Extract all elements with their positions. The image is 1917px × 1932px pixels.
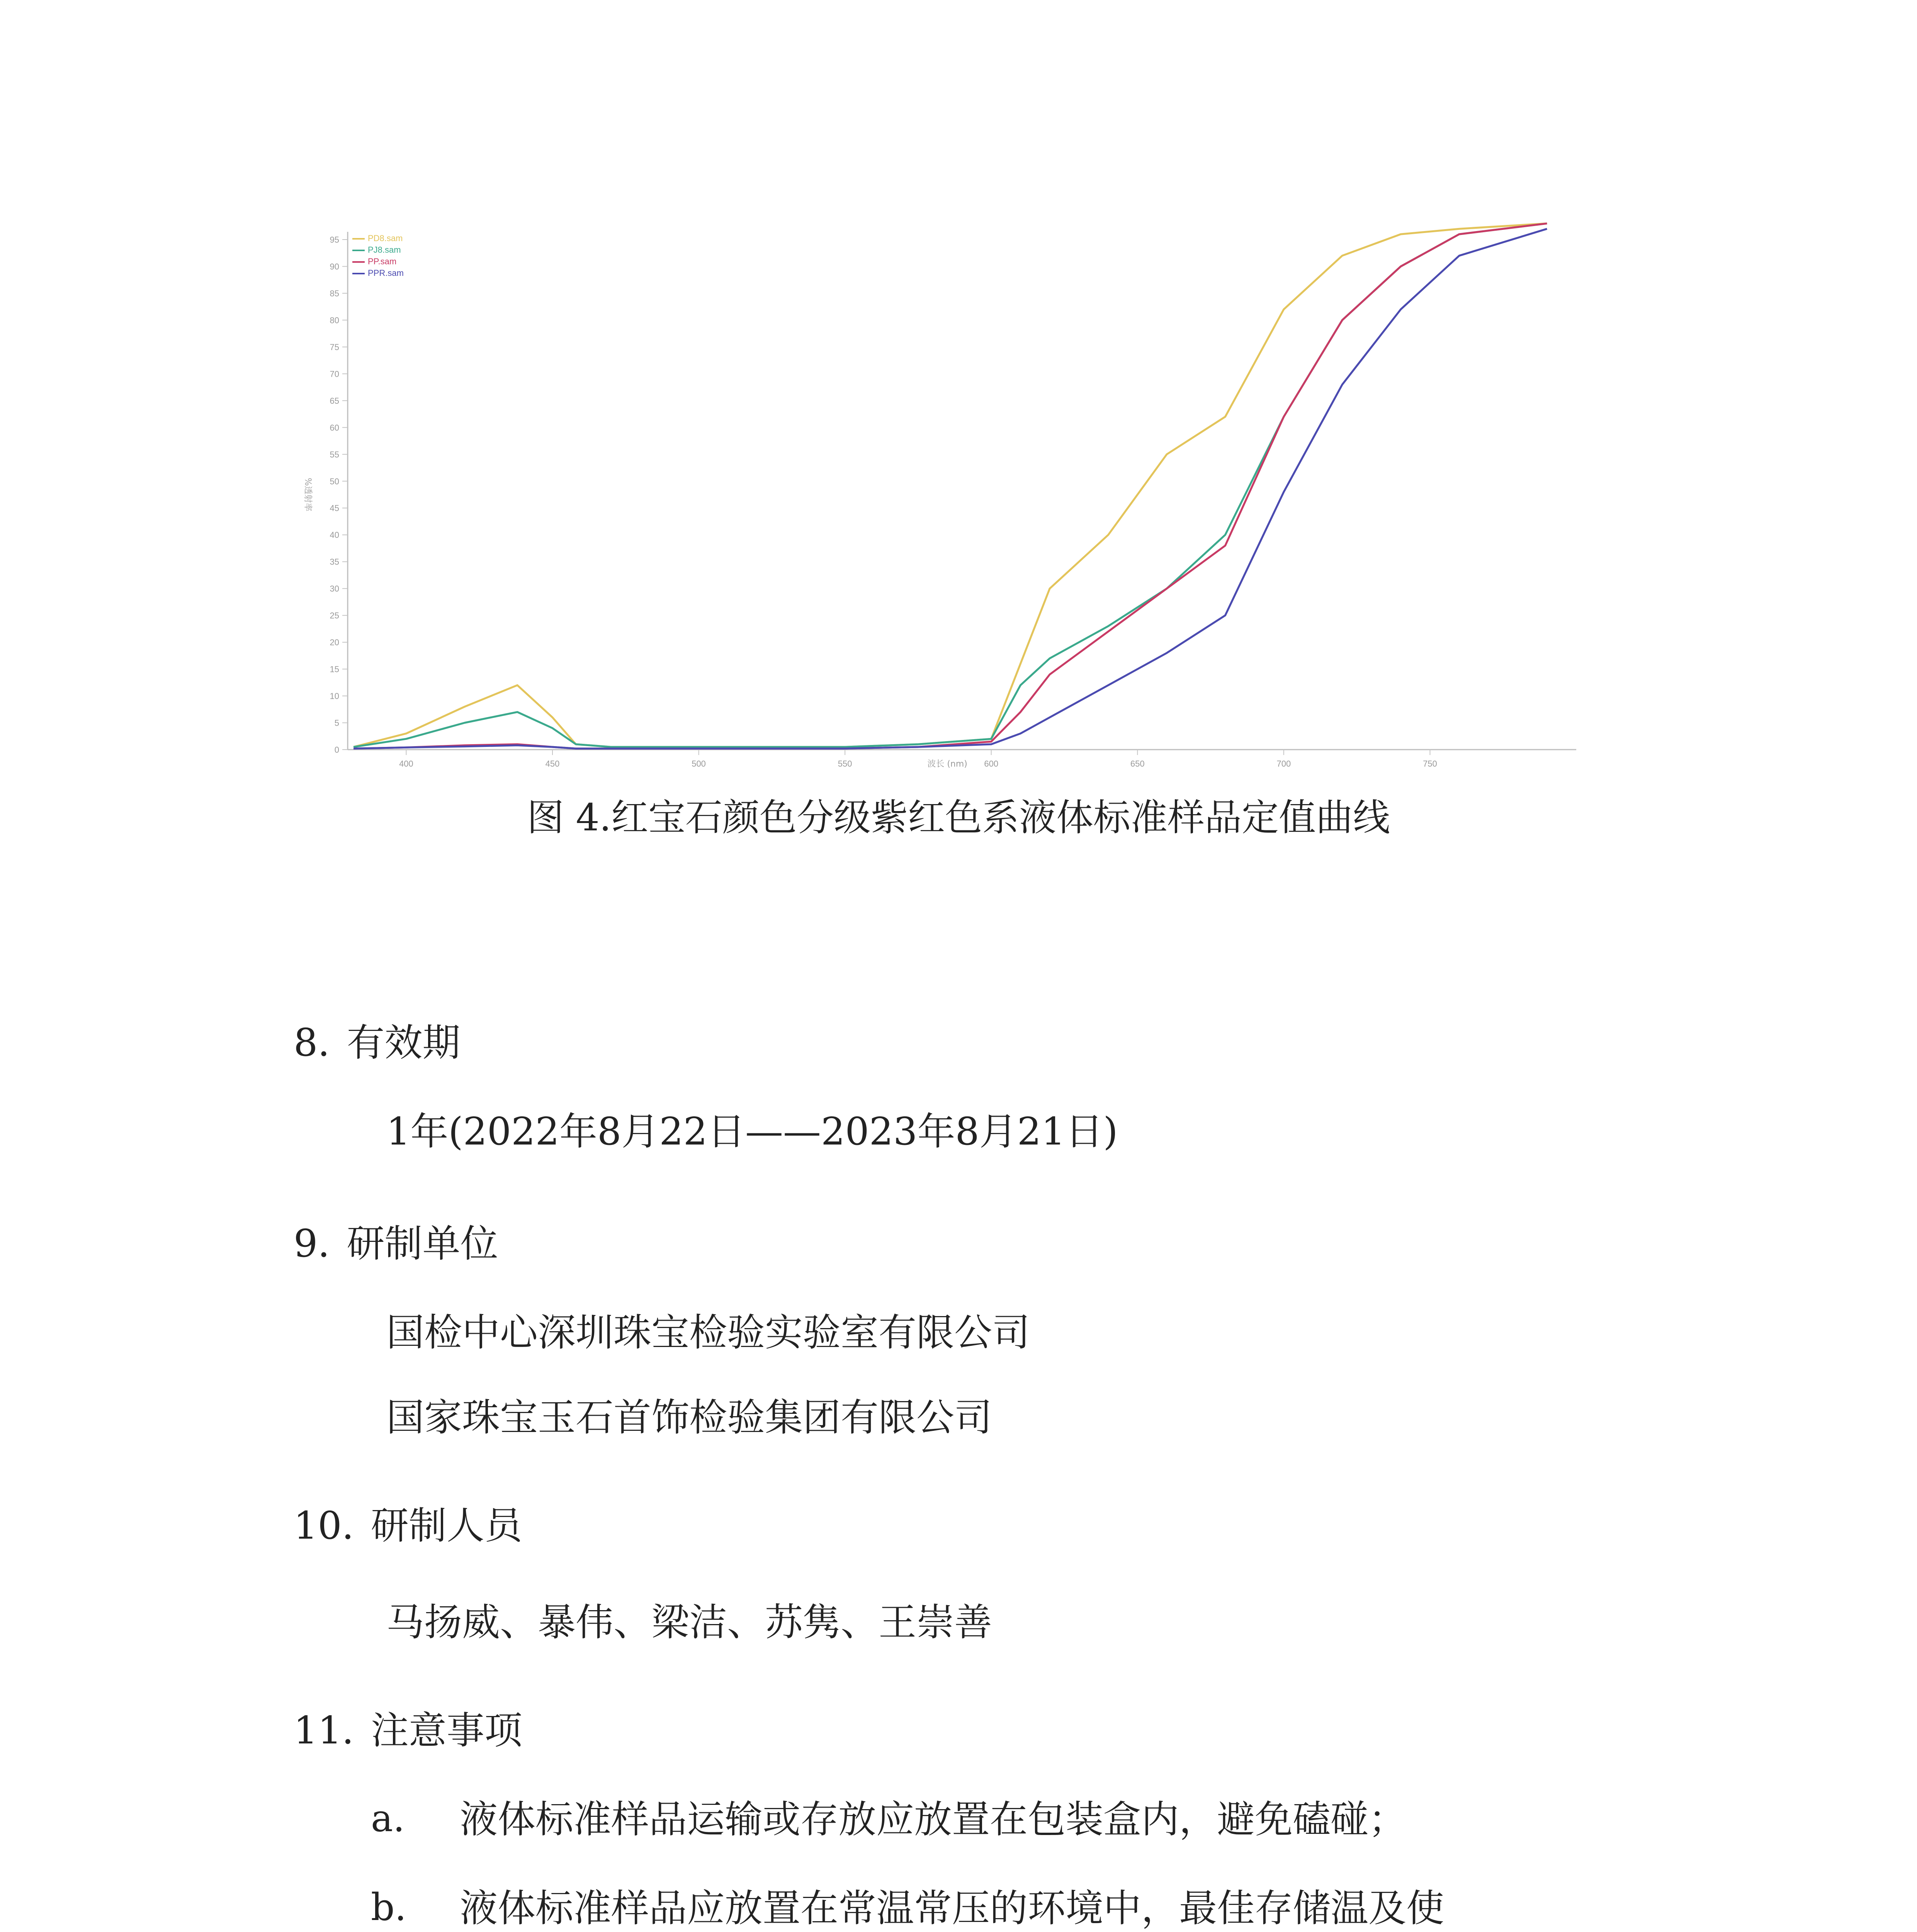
y-tick-label: 15 xyxy=(330,664,339,674)
series-line xyxy=(353,229,1547,748)
y-tick-label: 65 xyxy=(330,396,339,406)
x-tick-label: 600 xyxy=(984,759,999,769)
section-title: 注意事项 xyxy=(370,1709,522,1753)
section-number: 10. xyxy=(294,1504,354,1548)
section-number: 11. xyxy=(294,1709,354,1753)
x-tick-label: 750 xyxy=(1423,759,1437,769)
y-axis-label: %透射率 xyxy=(303,478,313,512)
y-tick-label: 60 xyxy=(330,423,339,433)
note-b-text-line1: 液体标准样品应放置在常温常压的环境中，最佳存储温及使 xyxy=(460,1886,1445,1930)
y-tick-label: 75 xyxy=(330,342,339,352)
x-tick-label: 450 xyxy=(545,759,560,769)
personnel-list: 马扬威、暴伟、梁洁、苏隽、王崇善 xyxy=(386,1600,992,1645)
y-tick-label: 50 xyxy=(330,476,339,486)
legend-entry: PPR.sam xyxy=(368,268,404,278)
transmittance-chart xyxy=(294,209,1592,804)
y-tick-label: 20 xyxy=(330,638,339,648)
section-title: 研制人员 xyxy=(370,1504,522,1548)
y-tick-label: 55 xyxy=(330,449,339,459)
x-tick-label: 700 xyxy=(1276,759,1291,769)
x-axis-label: 波长 (nm) xyxy=(927,759,967,769)
series-line xyxy=(353,223,1547,748)
organization-1: 国检中心深圳珠宝检验实验室有限公司 xyxy=(386,1311,1030,1355)
section-number: 9. xyxy=(294,1222,330,1266)
x-tick-label: 550 xyxy=(838,759,852,769)
y-tick-label: 0 xyxy=(334,745,339,755)
y-tick-label: 25 xyxy=(330,611,339,621)
y-tick-label: 35 xyxy=(330,557,339,567)
x-tick-label: 650 xyxy=(1130,759,1145,769)
figure-caption: 图 4.红宝石颜色分级紫红色系液体标准样品定值曲线 xyxy=(527,796,1390,839)
y-tick-label: 90 xyxy=(330,262,339,272)
series-line xyxy=(353,223,1547,747)
note-a-text: 液体标准样品运输或存放应放置在包装盒内，避免磕碰； xyxy=(460,1798,1407,1842)
y-tick-label: 10 xyxy=(330,691,339,701)
section-8-heading xyxy=(294,1012,461,1067)
legend-entry: PP.sam xyxy=(368,257,397,266)
y-tick-label: 40 xyxy=(330,530,339,540)
y-tick-label: 95 xyxy=(330,235,339,245)
y-tick-label: 70 xyxy=(330,369,339,379)
note-b-label: b. xyxy=(371,1886,406,1929)
y-tick-label: 5 xyxy=(334,718,339,728)
section-title: 有效期 xyxy=(347,1021,461,1065)
x-tick-label: 500 xyxy=(692,759,706,769)
validity-period: 1年(2022年8月22日——2023年8月21日) xyxy=(386,1110,1118,1154)
y-tick-label: 85 xyxy=(330,288,339,298)
section-title: 研制单位 xyxy=(347,1222,498,1266)
section-9-heading xyxy=(294,1213,498,1268)
section-10-heading xyxy=(294,1495,522,1550)
y-tick-label: 80 xyxy=(330,315,339,325)
y-tick-label: 30 xyxy=(330,584,339,594)
note-a-label: a. xyxy=(371,1797,405,1840)
legend-entry: PD8.sam xyxy=(368,233,403,243)
series-line xyxy=(353,223,1547,747)
organization-2: 国家珠宝玉石首饰检验集团有限公司 xyxy=(386,1396,992,1440)
section-11-heading xyxy=(294,1700,522,1755)
legend-entry: PJ8.sam xyxy=(368,245,401,255)
section-number: 8. xyxy=(294,1021,330,1065)
y-tick-label: 45 xyxy=(330,503,339,513)
x-tick-label: 400 xyxy=(399,759,413,769)
